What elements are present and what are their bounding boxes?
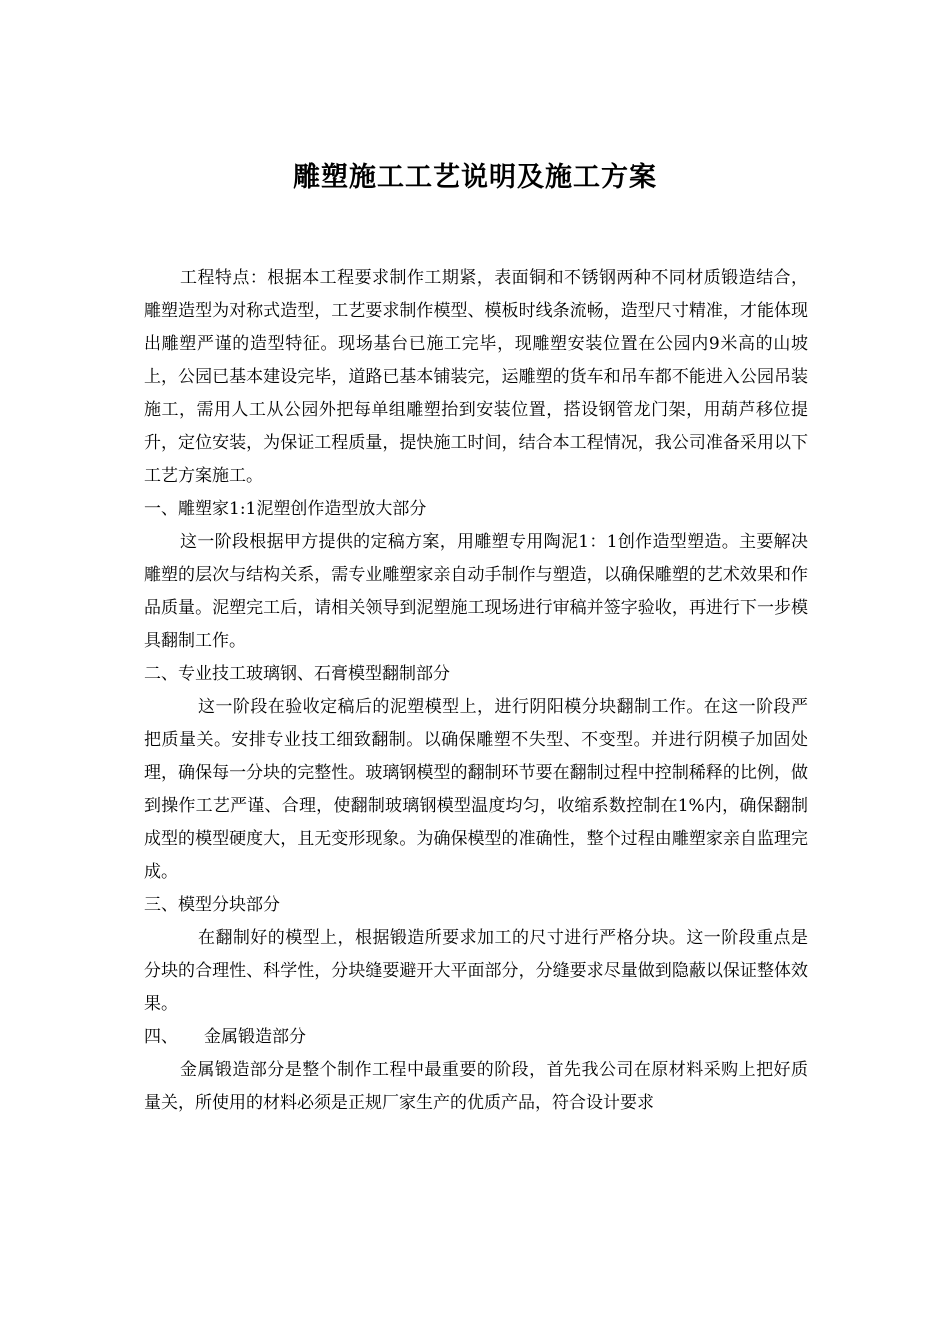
section-4-body: 金属锻造部分是整个制作工程中最重要的阶段，首先我公司在原材料采购上把好质量关，所使用的材料必须是正规厂家生产的优质产品，符合设计要求 <box>144 1060 808 1113</box>
section-3-heading: 三、模型分块部分 <box>144 895 280 915</box>
section-2-heading: 二、专业技工玻璃钢、石膏模型翻制部分 <box>144 664 450 684</box>
section-1-heading: 一、雕塑家1:1泥塑创作造型放大部分 <box>144 499 427 519</box>
section-3-body: 在翻制好的模型上，根据锻造所要求加工的尺寸进行严格分块。这一阶段重点是分块的合理性、科学性，分块缝要避开大平面部分，分缝要求尽量做到隐蔽以保证整体效果。 <box>144 928 808 1014</box>
section-1-body: 这一阶段根据甲方提供的定稿方案，用雕塑专用陶泥1：1创作造型塑造。主要解决雕塑的层次与结构关系，需专业雕塑家亲自动手制作与塑造，以确保雕塑的艺术效果和作品质量。泥塑完工后，请相关领导到泥塑施工现场进行审稿并签字验收，再进行下一步模具翻制工作。 <box>144 532 808 651</box>
document-title: 雕塑施工工艺说明及施工方案 <box>293 162 657 193</box>
document-body <box>144 262 808 1120</box>
section-4-heading-text: 金属锻造部分 <box>204 1027 306 1047</box>
section-2-body: 这一阶段在验收定稿后的泥塑模型上，进行阴阳模分块翻制工作。在这一阶段严把质量关。安排专业技工细致翻制。以确保雕塑不失型、不变型。并进行阴模子加固处理，确保每一分块的完整性。玻璃钢模型的翻制环节要在翻制过程中控制稀释的比例，做到操作工艺严谨、合理，使翻制玻璃钢模型温度均匀，收缩系数控制在1%内，确保翻制成型的模型硬度大，且无变形现象。为确保模型的准确性，整个过程由雕塑家亲自监理完成。 <box>144 697 808 882</box>
intro-paragraph: 工程特点：根据本工程要求制作工期紧，表面铜和不锈钢两种不同材质锻造结合，雕塑造型为对称式造型，工艺要求制作模型、模板时线条流畅，造型尺寸精准，才能体现出雕塑严谨的造型特征。现场基台已施工完毕，现雕塑安装位置在公园内9米高的山坡上，公园已基本建设完毕，道路已基本铺装完，运雕塑的货车和吊车都不能进入公园吊装施工，需用人工从公园外把每单组雕塑抬到安装位置，搭设钢管龙门架，用葫芦移位提升，定位安装，为保证工程质量，提快施工时间，结合本工程情况，我公司准备采用以下工艺方案施工。 <box>144 268 808 486</box>
section-4-number: 四、 <box>144 1027 178 1047</box>
section-4-heading <box>144 1021 808 1054</box>
